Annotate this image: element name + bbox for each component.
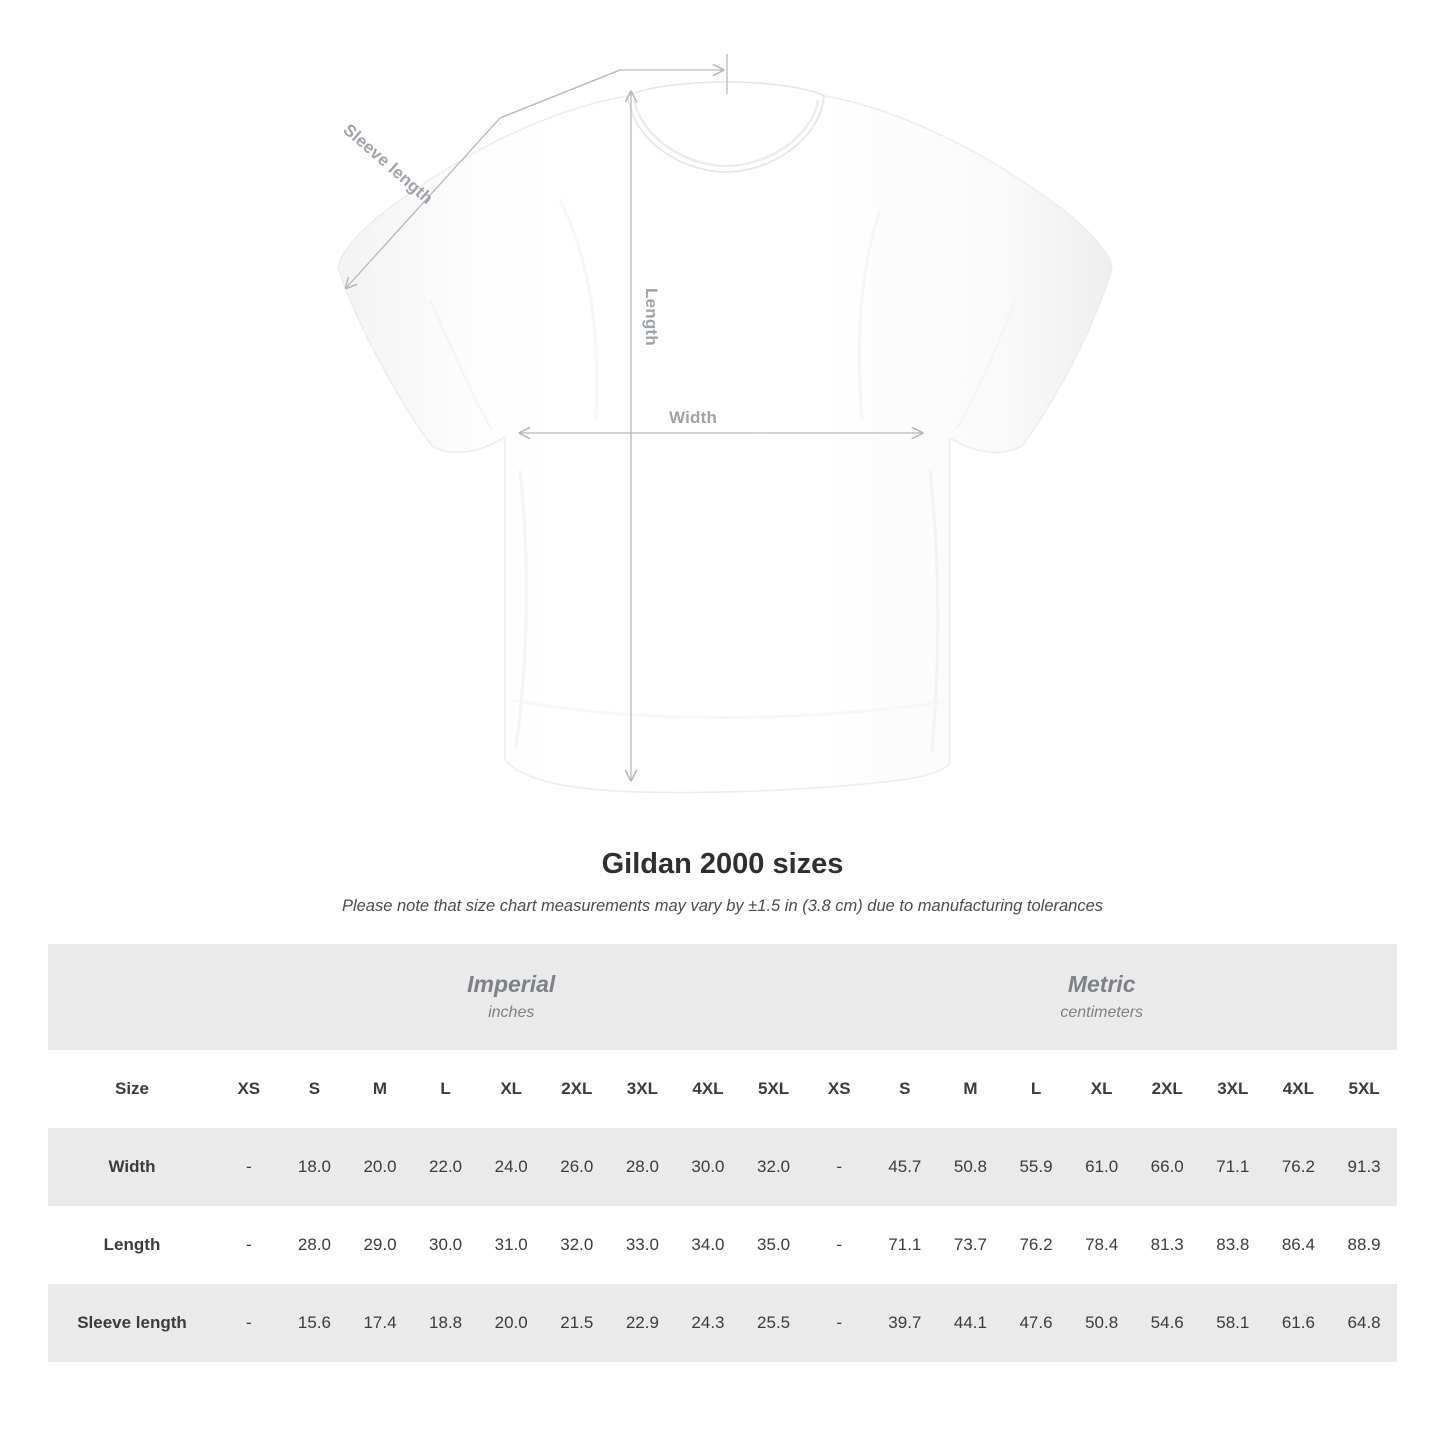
table-row	[48, 1206, 1397, 1284]
size-col-imperial: L	[413, 1050, 479, 1128]
cell: 78.4	[1069, 1206, 1135, 1284]
cell: 24.0	[478, 1128, 544, 1206]
tshirt-shape	[338, 82, 1112, 793]
cell: 22.0	[413, 1128, 479, 1206]
cell: 17.4	[347, 1284, 413, 1362]
cell: 18.0	[282, 1128, 348, 1206]
cell: 86.4	[1266, 1206, 1332, 1284]
title-block	[0, 848, 1445, 916]
cell: 28.0	[610, 1128, 676, 1206]
cell: 66.0	[1134, 1128, 1200, 1206]
size-col-imperial: S	[282, 1050, 348, 1128]
size-table-wrapper	[48, 944, 1397, 1362]
unit-name-imperial: Imperial	[467, 971, 556, 998]
width-label: Width	[669, 408, 718, 427]
unit-header-spacer	[48, 944, 216, 1050]
cell: 20.0	[478, 1284, 544, 1362]
size-col-metric: 2XL	[1134, 1050, 1200, 1128]
unit-header-metric	[806, 944, 1397, 1050]
size-col-metric: M	[938, 1050, 1004, 1128]
size-col-metric: 4XL	[1266, 1050, 1332, 1128]
cell: 30.0	[675, 1128, 741, 1206]
length-label: Length	[642, 288, 661, 346]
cell: 76.2	[1003, 1206, 1069, 1284]
cell: 29.0	[347, 1206, 413, 1284]
cell: 50.8	[938, 1128, 1004, 1206]
cell: 32.0	[741, 1128, 807, 1206]
cell: 44.1	[938, 1284, 1004, 1362]
cell: 88.9	[1331, 1206, 1397, 1284]
size-col-metric: S	[872, 1050, 938, 1128]
cell: -	[216, 1206, 282, 1284]
cell: 64.8	[1331, 1284, 1397, 1362]
cell: 55.9	[1003, 1128, 1069, 1206]
cell: 18.8	[413, 1284, 479, 1362]
cell: 28.0	[282, 1206, 348, 1284]
cell: 35.0	[741, 1206, 807, 1284]
row-label: Length	[48, 1206, 216, 1284]
cell: 61.6	[1266, 1284, 1332, 1362]
cell: -	[806, 1128, 872, 1206]
cell: -	[216, 1284, 282, 1362]
unit-sub-imperial: inches	[488, 1003, 535, 1021]
cell: 31.0	[478, 1206, 544, 1284]
unit-header-row	[48, 944, 1397, 1050]
cell: 71.1	[872, 1206, 938, 1284]
row-label: Sleeve length	[48, 1284, 216, 1362]
cell: 73.7	[938, 1206, 1004, 1284]
cell: 71.1	[1200, 1128, 1266, 1206]
cell: 20.0	[347, 1128, 413, 1206]
cell: 21.5	[544, 1284, 610, 1362]
size-col-metric: XL	[1069, 1050, 1135, 1128]
sleeve-length-label: Sleeve length	[339, 120, 437, 208]
cell: -	[806, 1206, 872, 1284]
row-label: Width	[48, 1128, 216, 1206]
cell: 58.1	[1200, 1284, 1266, 1362]
cell: 26.0	[544, 1128, 610, 1206]
table-row	[48, 1284, 1397, 1362]
unit-header-imperial	[216, 944, 806, 1050]
cell: -	[806, 1284, 872, 1362]
size-col-imperial: 3XL	[610, 1050, 676, 1128]
size-table	[48, 944, 1397, 1362]
cell: 83.8	[1200, 1206, 1266, 1284]
cell: 61.0	[1069, 1128, 1135, 1206]
cell: 81.3	[1134, 1206, 1200, 1284]
cell: 24.3	[675, 1284, 741, 1362]
size-col-metric: 5XL	[1331, 1050, 1397, 1128]
cell: 39.7	[872, 1284, 938, 1362]
page-title: Gildan 2000 sizes	[601, 848, 844, 880]
unit-name-metric: Metric	[1067, 971, 1136, 998]
cell: 91.3	[1331, 1128, 1397, 1206]
size-col-imperial: 5XL	[741, 1050, 807, 1128]
cell: 22.9	[610, 1284, 676, 1362]
size-col-metric: 3XL	[1200, 1050, 1266, 1128]
cell: 15.6	[282, 1284, 348, 1362]
cell: 50.8	[1069, 1284, 1135, 1362]
cell: 76.2	[1266, 1128, 1332, 1206]
size-col-imperial: 4XL	[675, 1050, 741, 1128]
size-col-imperial: XL	[478, 1050, 544, 1128]
cell: 25.5	[741, 1284, 807, 1362]
cell: 30.0	[413, 1206, 479, 1284]
table-row	[48, 1128, 1397, 1206]
tolerance-note: Please note that size chart measurements may vary by ±1.5 in (3.8 cm) due to manufacturing tolerances	[341, 897, 1104, 915]
unit-sub-metric: centimeters	[1060, 1003, 1144, 1021]
cell: 32.0	[544, 1206, 610, 1284]
size-col-imperial: M	[347, 1050, 413, 1128]
size-col-metric: L	[1003, 1050, 1069, 1128]
cell: 33.0	[610, 1206, 676, 1284]
size-header-row	[48, 1050, 1397, 1128]
cell: 54.6	[1134, 1284, 1200, 1362]
cell: 45.7	[872, 1128, 938, 1206]
cell: -	[216, 1128, 282, 1206]
size-col-imperial: 2XL	[544, 1050, 610, 1128]
cell: 47.6	[1003, 1284, 1069, 1362]
size-col-metric: XS	[806, 1050, 872, 1128]
size-corner-label: Size	[48, 1050, 216, 1128]
cell: 34.0	[675, 1206, 741, 1284]
size-col-imperial: XS	[216, 1050, 282, 1128]
